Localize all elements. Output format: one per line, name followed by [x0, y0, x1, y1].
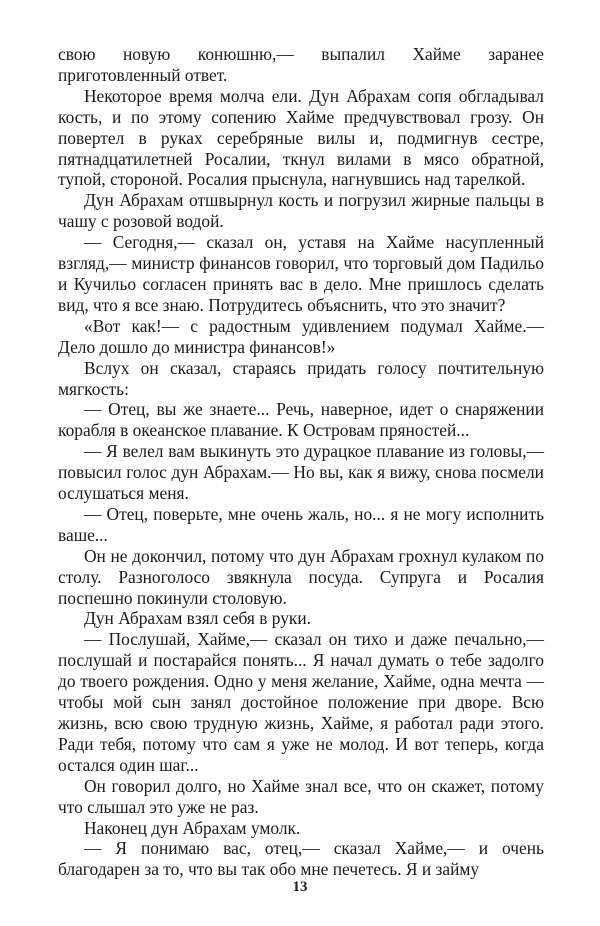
paragraph: Дун Абрахам взял себя в руки. — [84, 608, 312, 629]
page-number: 13 — [292, 879, 308, 895]
paragraph: Некоторое время молча ели. Дун Абрахам сопя обгладывал кость, и по этому сопению Хайме предчувствовал грозу. Он повертел в руках серебряные вилы и, подмигнув сестре, пятнадцатилетней Росалии, ткнул вилами в мясо обратной, тупой, стороной. Росалия прыснула, нагнувшись над тарелкой. — [58, 85, 544, 190]
paragraph: — Я велел вам выкинуть это дурацкое плавание из головы,— повысил голос дун Абрахам.— Но вы, как я вижу, снова посмели ослушаться меня. — [58, 441, 544, 504]
paragraph: Дун Абрахам отшвырнул кость и погрузил жирные пальцы в чашу с розовой водой. — [58, 190, 544, 232]
paragraph: — Я понимаю вас, отец,— сказал Хайме,— и очень благодарен за то, что вы так обо мне печетесь. Я и займу — [58, 838, 544, 880]
paragraph: — Отец, поверьте, мне очень жаль, но... я не могу исполнить ваше... — [58, 503, 544, 545]
page-body — [58, 44, 544, 880]
paragraph: Он не докончил, потому что дун Абрахам грохнул кулаком по столу. Разноголосо звякнула посуда. Супруга и Росалия поспешно покинули столовую. — [58, 545, 544, 608]
paragraph: — Отец, вы же знаете... Речь, наверное, идет о снаряжении корабля в океанское плавание. К Островам пряностей... — [58, 399, 544, 441]
paragraph: Он говорил долго, но Хайме знал все, что он скажет, потому что слышал это уже не раз. — [58, 775, 544, 817]
paragraph: — Сегодня,— сказал он, уставя на Хайме насупленный взгляд,— министр финансов говорил, что торговый дом Падильо и Кучильо согласен принять вас в дело. Мне пришлось сделать вид, что я все знаю. Потрудитесь объяснить, что это значит? — [58, 232, 544, 315]
paragraph: — Послушай, Хайме,— сказал он тихо и даже печально,— послушай и постарайся понять... Я начал думать о тебе задолго до твоего рождения. Одно у меня желание, Хайме, одна мечта — чтобы мой сын занял достойное положение при дворе. Всю жизнь, всю свою трудную жизнь, Хайме, я работал ради этого. Ради тебя, потому что сам я уже не молод. И вот теперь, когда остался один шаг... — [58, 629, 544, 775]
paragraph: «Вот как!— с радостным удивлением подумал Хайме.— Дело дошло до министра финансов!» — [58, 315, 544, 357]
paragraph: Наконец дун Абрахам умолк. — [84, 817, 301, 838]
paragraph: Вслух он сказал, стараясь придать голосу почтительную мягкость: — [58, 357, 544, 399]
paragraph: свою новую конюшню,— выпалил Хайме заранее приготовленный ответ. — [58, 44, 544, 85]
